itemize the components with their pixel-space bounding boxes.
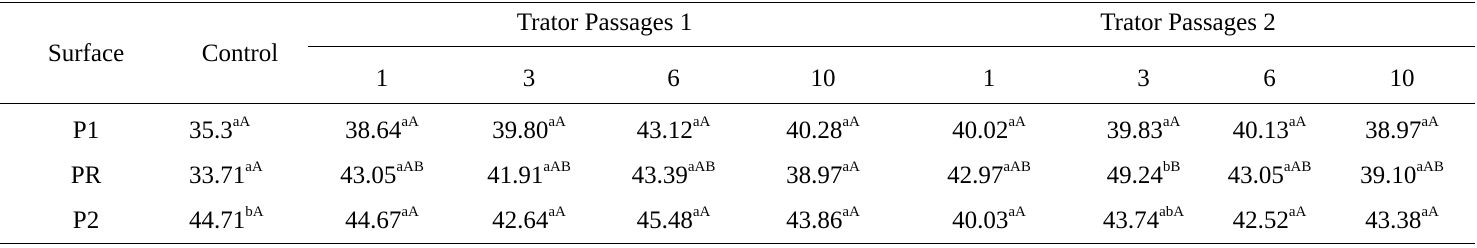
cell-value: 40.28 <box>786 117 843 144</box>
cell-value: 43.86 <box>786 207 843 234</box>
cell-significance-letters: aA <box>842 203 860 220</box>
cell-significance-letters: aA <box>548 113 566 130</box>
table-cell <box>602 104 745 154</box>
cell-significance-letters: aA <box>401 113 419 130</box>
table-cell <box>1077 104 1210 154</box>
cell-significance-letters: aA <box>1288 203 1307 220</box>
row-surface-label: P2 <box>0 198 172 244</box>
subheader-cell: 10 <box>745 53 901 104</box>
cell-significance-letters: aA <box>842 113 860 130</box>
cell-value: 39.10 <box>1360 162 1417 189</box>
row-surface-label: PR <box>70 162 102 189</box>
cell-value: 33.71 <box>189 162 246 189</box>
row-surface-label: P1 <box>72 117 100 144</box>
cell-value: 39.80 <box>492 117 549 144</box>
cell-significance-letters: aA <box>232 113 251 130</box>
cell-significance-letters: aA <box>1008 203 1026 220</box>
cell-significance-letters: aA <box>401 203 419 220</box>
table-cell <box>1210 153 1329 198</box>
cell-value: 41.91 <box>487 162 544 189</box>
table-cell <box>1077 198 1210 244</box>
table-cell <box>1329 153 1475 198</box>
cell-significance-letters: aAB <box>396 158 424 175</box>
table-cell <box>1210 104 1329 154</box>
group1-label: Trator Passages 1 <box>308 10 901 47</box>
cell-value: 43.12 <box>636 117 693 144</box>
header-surface: Surface <box>0 3 172 104</box>
table-cell <box>602 153 745 198</box>
cell-significance-letters: aA <box>245 158 263 175</box>
group2-label: Trator Passages 2 <box>901 10 1475 47</box>
cell-value: 42.97 <box>947 162 1004 189</box>
table-cell <box>172 153 308 198</box>
cell-value: 42.52 <box>1232 207 1289 234</box>
cell-value: 38.64 <box>345 117 402 144</box>
table-cell <box>308 153 456 198</box>
header-group-trator-passages-2 <box>901 3 1475 54</box>
cell-significance-letters: aAB <box>687 158 716 175</box>
table-cell <box>456 198 602 244</box>
table-cell <box>456 104 602 154</box>
cell-value: 39.83 <box>1106 117 1163 144</box>
table-cell <box>308 104 456 154</box>
table-row <box>0 104 1475 154</box>
cell-value: 43.39 <box>631 162 688 189</box>
table-cell <box>745 104 901 154</box>
cell-significance-letters: abA <box>1159 203 1185 220</box>
cell-significance-letters: aAB <box>1416 158 1444 175</box>
cell-significance-letters: aA <box>1288 113 1307 130</box>
table-cell <box>901 153 1077 198</box>
table-cell <box>308 198 456 244</box>
table-body <box>0 104 1475 244</box>
subheader-cell: 10 <box>1329 53 1475 104</box>
table-cell <box>172 104 308 154</box>
subheader-cell: 6 <box>1210 53 1329 104</box>
table-cell <box>901 198 1077 244</box>
cell-value: 45.48 <box>636 207 693 234</box>
subheader-cell: 1 <box>901 53 1077 104</box>
cell-significance-letters: bB <box>1162 158 1181 175</box>
table-cell <box>1210 198 1329 244</box>
header-group-trator-passages-1 <box>308 3 901 54</box>
cell-significance-letters: aA <box>692 203 711 220</box>
table-cell <box>745 153 901 198</box>
table-cell <box>745 198 901 244</box>
subheader-cell: 1 <box>308 53 456 104</box>
table-cell <box>172 198 308 244</box>
cell-value: 43.05 <box>340 162 397 189</box>
subheader-cell: 6 <box>602 53 745 104</box>
cell-significance-letters: aA <box>1162 113 1181 130</box>
cell-significance-letters: bA <box>245 203 264 220</box>
table-cell <box>602 198 745 244</box>
cell-value: 35.3 <box>189 117 233 144</box>
table-cell <box>1329 198 1475 244</box>
cell-value: 49.24 <box>1106 162 1163 189</box>
cell-value: 38.97 <box>786 162 843 189</box>
cell-value: 40.03 <box>952 207 1009 234</box>
cell-value: 38.97 <box>1365 117 1422 144</box>
cell-significance-letters: aAB <box>543 158 571 175</box>
table-row <box>0 198 1475 244</box>
subheader-cell: 3 <box>1077 53 1210 104</box>
cell-value: 42.64 <box>492 207 549 234</box>
table-cell <box>1077 153 1210 198</box>
table-cell <box>1329 104 1475 154</box>
table-cell <box>456 153 602 198</box>
cell-significance-letters: aA <box>1421 203 1439 220</box>
header-control: Control <box>172 3 308 104</box>
cell-value: 40.13 <box>1232 117 1289 144</box>
subheader-cell: 3 <box>456 53 602 104</box>
cell-significance-letters: aA <box>842 158 860 175</box>
data-table <box>0 2 1475 244</box>
table-cell <box>901 104 1077 154</box>
cell-significance-letters: aA <box>692 113 711 130</box>
cell-value: 40.02 <box>952 117 1009 144</box>
cell-value: 43.38 <box>1365 207 1422 234</box>
cell-significance-letters: aA <box>548 203 566 220</box>
cell-significance-letters: aAB <box>1003 158 1031 175</box>
cell-value: 43.74 <box>1102 207 1160 234</box>
cell-value: 44.71 <box>189 207 246 234</box>
cell-value: 43.05 <box>1227 162 1284 189</box>
cell-value: 44.67 <box>345 207 402 234</box>
cell-significance-letters: aA <box>1008 113 1026 130</box>
cell-significance-letters: aAB <box>1283 158 1312 175</box>
cell-significance-letters: aA <box>1421 113 1439 130</box>
table-row <box>0 153 1475 198</box>
